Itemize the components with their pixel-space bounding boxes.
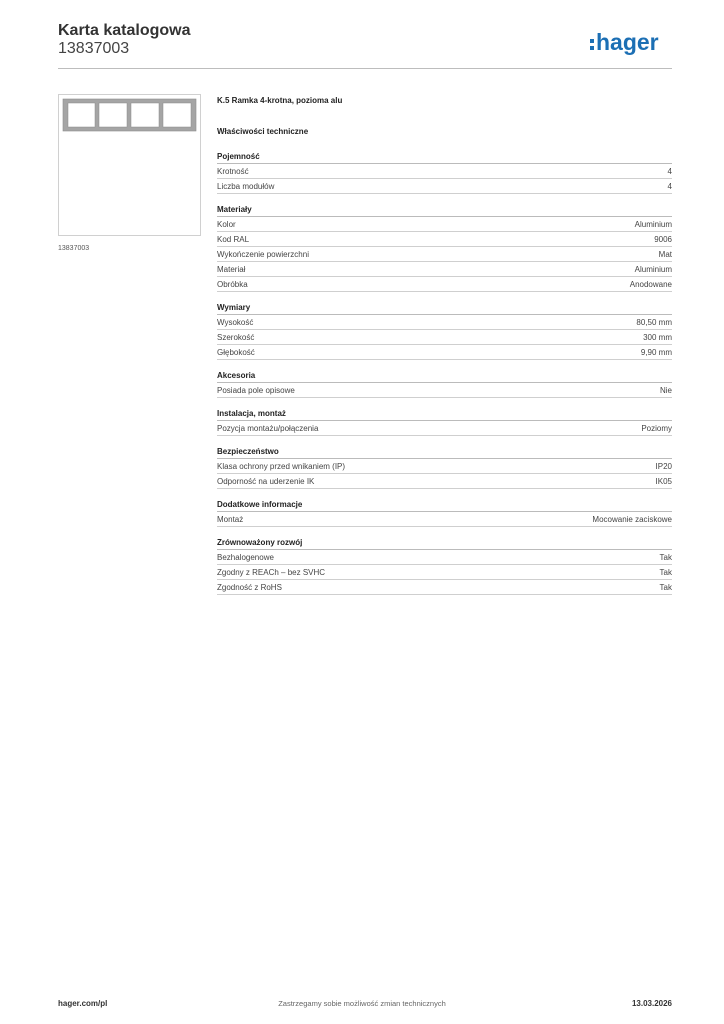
spec-value: Tak	[659, 582, 672, 592]
spec-group	[217, 537, 672, 595]
footer-date: 13.03.2026	[631, 999, 672, 1008]
spec-group-heading: Pojemność	[217, 151, 672, 164]
spec-value: 9,90 mm	[640, 347, 672, 357]
spec-value: Tak	[659, 567, 672, 577]
spec-groups	[217, 151, 672, 595]
spec-value: Mocowanie zaciskowe	[592, 514, 672, 524]
hager-logo	[589, 28, 673, 56]
spec-row	[217, 474, 672, 489]
spec-row	[217, 277, 672, 292]
spec-group-heading: Wymiary	[217, 302, 672, 315]
footer-disclaimer: Zastrzegamy sobie możliwość zmian technicznych	[278, 999, 446, 1008]
spec-row	[217, 565, 672, 580]
header-divider	[58, 68, 672, 69]
spec-row	[217, 330, 672, 345]
spec-group-heading: Dodatkowe informacje	[217, 499, 672, 512]
spec-label: Materiał	[217, 264, 246, 274]
spec-row	[217, 262, 672, 277]
spec-label: Liczba modułów	[217, 181, 275, 191]
spec-row	[217, 232, 672, 247]
spec-group	[217, 151, 672, 194]
spec-group	[217, 204, 672, 292]
frame-illustration	[59, 95, 200, 235]
spec-label: Obróbka	[217, 279, 248, 289]
spec-value: Nie	[659, 385, 672, 395]
spec-row	[217, 217, 672, 232]
product-image	[58, 94, 201, 236]
spec-group-heading: Materiały	[217, 204, 672, 217]
spec-label: Wykończenie powierzchni	[217, 249, 309, 259]
spec-group	[217, 302, 672, 360]
spec-group	[217, 499, 672, 527]
spec-group-heading: Bezpieczeństwo	[217, 446, 672, 459]
footer-website: hager.com/pl	[58, 999, 108, 1008]
spec-row	[217, 179, 672, 194]
spec-value: 300 mm	[643, 332, 672, 342]
spec-label: Zgodny z REACh – bez SVHC	[217, 567, 326, 577]
spec-label: Odporność na uderzenie IK	[217, 476, 315, 486]
spec-value: 9006	[654, 234, 672, 244]
spec-label: Posiada pole opisowe	[217, 385, 295, 395]
document-title: Karta katalogowa	[58, 22, 191, 39]
spec-row	[217, 315, 672, 330]
spec-label: Pozycja montażu/połączenia	[217, 423, 319, 433]
image-caption: 13837003	[58, 245, 90, 252]
spec-group-heading: Akcesoria	[217, 370, 672, 383]
spec-group	[217, 446, 672, 489]
spec-label: Kolor	[217, 219, 236, 229]
spec-value: 80,50 mm	[636, 317, 672, 327]
spec-row	[217, 421, 672, 436]
spec-label: Wysokość	[217, 317, 254, 327]
spec-label: Montaż	[217, 514, 244, 524]
spec-label: Bezhalogenowe	[217, 552, 274, 562]
spec-row	[217, 550, 672, 565]
spec-row	[217, 247, 672, 262]
spec-row	[217, 459, 672, 474]
spec-row	[217, 580, 672, 595]
spec-label: Klasa ochrony przed wnikaniem (IP)	[217, 461, 346, 471]
spec-value: Tak	[659, 552, 672, 562]
spec-label: Krotność	[217, 166, 249, 176]
spec-label: Szerokość	[217, 332, 255, 342]
spec-label: Zgodność z RoHS	[217, 582, 282, 592]
spec-value: Aluminium	[634, 219, 672, 229]
spec-group-heading: Instalacja, montaż	[217, 408, 672, 421]
brand-wordmark: hager	[596, 29, 659, 55]
spec-value: Anodowane	[629, 279, 672, 289]
technical-properties-heading: Właściwości techniczne	[217, 127, 309, 136]
spec-row	[217, 512, 672, 527]
spec-group	[217, 370, 672, 398]
spec-value: IP20	[655, 461, 672, 471]
spec-value: Poziomy	[641, 423, 672, 433]
spec-group-heading: Zrównoważony rozwój	[217, 537, 672, 550]
spec-value: 4	[667, 166, 672, 176]
spec-value: IK05	[655, 476, 672, 486]
spec-sheet	[217, 96, 672, 595]
spec-row	[217, 383, 672, 398]
spec-row	[217, 345, 672, 360]
product-name: K.5 Ramka 4-krotna, pozioma alu	[217, 96, 343, 105]
document-number: 13837003	[58, 40, 130, 57]
spec-label: Głębokość	[217, 347, 255, 357]
spec-value: Mat	[658, 249, 672, 259]
spec-row	[217, 164, 672, 179]
spec-value: Aluminium	[634, 264, 672, 274]
spec-group	[217, 408, 672, 436]
spec-value: 4	[667, 181, 672, 191]
spec-label: Kod RAL	[217, 234, 250, 244]
